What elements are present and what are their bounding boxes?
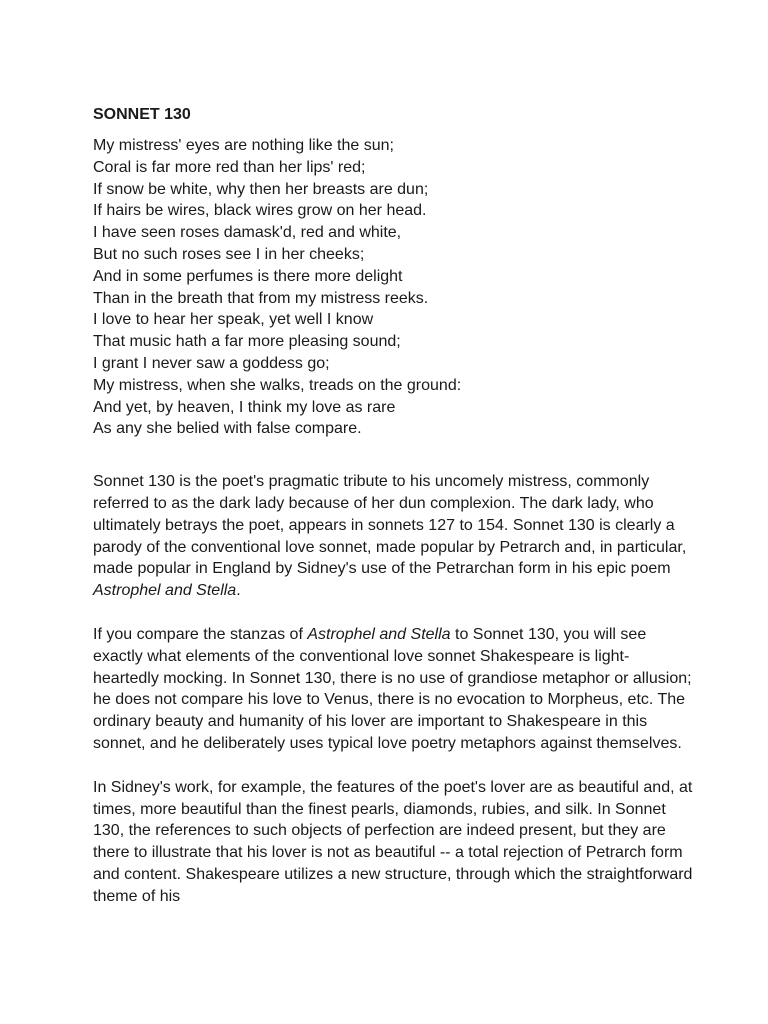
paragraph-1-text-end: . <box>236 582 241 600</box>
paragraph-2-text-start: If you compare the stanzas of <box>93 625 308 643</box>
analysis-paragraph-3: In Sidney's work, for example, the features of the poet's lover are as beautiful and, at times, more beautiful than the finest pearls, diamonds, rubies, and silk. In Sonnet 130, the references to such objects of perfection are indeed present, but they are there to illustrate that his lover is not as beautiful -- a total rejection of Petrarch form and content. Shakespeare utilizes a new structure, through which the straightforward theme of his <box>93 778 693 905</box>
poem-line-14: As any she belied with false compare. <box>93 420 362 438</box>
analysis-paragraph-1 <box>93 471 693 602</box>
poem-line-2: Coral is far more red than her lips' red; <box>93 158 366 176</box>
poem-line-4: If hairs be wires, black wires grow on her head. <box>93 202 427 220</box>
poem-line-13: And yet, by heaven, I think my love as rare <box>93 398 396 416</box>
paragraph-1-italic-title: Astrophel and Stella <box>93 582 237 600</box>
paragraph-2-text: to Sonnet 130, you will see exactly what elements of the conventional love sonnet Shakespeare is light-heartedly mocking. In Sonnet 130, there is no use of grandiose metaphor or allusion; he does not compare his love to Venus, there is no evocation to Morpheus, etc. The ordinary beauty and humanity of his lover are important to Shakespeare in this sonnet, and he deliberately uses typical love poetry metaphors against themselves. <box>93 625 692 752</box>
paragraph-1-text: Sonnet 130 is the poet's pragmatic tribute to his uncomely mistress, commonly referred to as the dark lady because of her dun complexion. The dark lady, who ultimately betrays the poet, appears in sonnets 127 to 154. Sonnet 130 is clearly a parody of the conventional love sonnet, made popular by Petrarch and, in particular, made popular in England by Sidney's use of the Petrarchan form in his epic poem <box>93 473 687 578</box>
poem-line-10: That music hath a far more pleasing sound; <box>93 333 401 351</box>
poem-line-9: I love to hear her speak, yet well I know <box>93 311 374 329</box>
poem-line-7: And in some perfumes is there more delight <box>93 267 403 285</box>
analysis-paragraph-2 <box>93 624 693 755</box>
poem-line-11: I grant I never saw a goddess go; <box>93 354 330 372</box>
poem-line-3: If snow be white, why then her breasts are dun; <box>93 180 429 198</box>
poem-line-6: But no such roses see I in her cheeks; <box>93 245 365 263</box>
document-title: SONNET 130 <box>93 106 191 123</box>
poem-line-8: Than in the breath that from my mistress reeks. <box>93 289 429 307</box>
sonnet-poem <box>93 135 693 440</box>
poem-line-12: My mistress, when she walks, treads on the ground: <box>93 376 462 394</box>
paragraph-2-italic-title: Astrophel and Stella <box>307 625 451 643</box>
poem-line-1: My mistress' eyes are nothing like the sun; <box>93 137 394 154</box>
poem-line-5: I have seen roses damask'd, red and white, <box>93 224 402 242</box>
document-page <box>93 104 693 908</box>
